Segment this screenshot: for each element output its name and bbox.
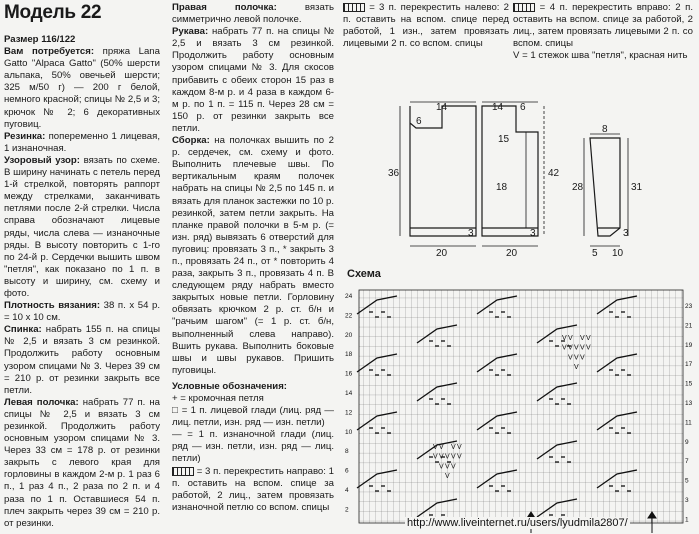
sleeve-right-label: 31 xyxy=(631,182,643,193)
legend-item: = 3 п. перекрестить налево: 2 п. оставить на вспом. спице перед работой, 1 изн., затем провязать лицевыми 2 п. со вспом. спицы xyxy=(343,2,509,50)
main-pattern-label: Узоровый узор: xyxy=(4,154,80,166)
heart-stitch: V xyxy=(433,444,438,451)
heart-stitch: V xyxy=(439,444,444,451)
rib-text: попеременно 1 лицевая, 1 изнаночная. xyxy=(4,130,160,154)
legend-item: = 4 п. перекрестить вправо: 2 п. оставить на вспом. спице за работой, 2 лиц., затем провязать лицевыми 2 п. со вспом. спицы xyxy=(513,2,693,50)
row-label-right: 5 xyxy=(685,477,689,485)
back-text: набрать 155 п. на спицы № 2,5 и вязать 3 см резинкой. Продолжить работу основным узором спицами № 3. Через 39 см = 210 р. от резинки закрыть все петли. xyxy=(4,324,161,396)
heart-stitch: V xyxy=(451,444,456,451)
materials-text: пряжа Lana Gatto "Alpaca Gatto" (50% шерсти альпака, 50% овечьей шерсти; 325 м/50 г) — 200 г белой, немного красной; спицы № 2,5 и 3; крючок № 2; 6 декоративных пуговиц. xyxy=(4,46,160,130)
front-armhole-label: 15 xyxy=(498,134,510,145)
sleeve-left-label: 28 xyxy=(572,182,584,193)
front-rib-label: 3 xyxy=(530,228,536,239)
legend-item: V = 1 стежок шва "петля", красная нить xyxy=(513,50,688,62)
front-height-label: 42 xyxy=(548,168,560,179)
row-label-right: 19 xyxy=(685,341,693,349)
heart-stitch: V xyxy=(586,344,591,352)
heart-stitch: V xyxy=(457,453,462,461)
heart-stitch: V xyxy=(445,473,450,481)
sleeve-rib-label: 3 xyxy=(623,228,629,239)
heart-stitch: V xyxy=(574,354,579,362)
row-label-left: 10 xyxy=(345,428,353,436)
heart-stitch: V xyxy=(457,444,462,451)
chart-grid xyxy=(359,290,683,523)
right-front-label: Правая полочка: xyxy=(172,2,277,13)
heart-stitch: V xyxy=(586,335,591,342)
row-label-right: 3 xyxy=(685,497,689,504)
legend-item: = 3 п. перекрестить направо: 1 п. оставить на вспом. спице за работой, 2 лиц., затем провязать изнаночной петлю со вспом. спицы xyxy=(172,465,334,513)
row-label-right: 7 xyxy=(685,458,689,466)
front-piece xyxy=(482,106,538,236)
legend-item: □ = 1 п. лицевой глади (лиц. ряд — лиц. петли, изн. ряд — изн. петли) xyxy=(172,405,334,429)
sleeves-text: набрать 77 п. на спицы № 2,5 и вязать 3 см резинкой. Продолжить работу основным узором спицами № 3. Для скосов прибавить с обеих сторон 15 раз в каждом 8-м р. и 4 раза в каждом 6-м р. по 1 п. = 115 п. Через 28 см = 150 р. от резинки закрыть все петли. xyxy=(172,26,334,134)
front-bottom-label: 20 xyxy=(506,248,518,259)
back-rib-label: 3 xyxy=(468,228,474,239)
back-top-label: 14 xyxy=(436,102,448,113)
legend-item: — = 1 п. изнаночной глади (лиц. ряд — изн. петли, изн. ряд — лиц. петли) xyxy=(172,429,334,465)
pattern-pieces xyxy=(340,98,699,263)
left-front-text: набрать 77 п. на спицы № 2,5 и вязать 3 см резинкой. Продолжить работу основным узором спицами № 3. Через 33 см = 178 р. от резинки закрыть с левого края для горловины в каждом 2-м р. 1 раз 6 п., 1 раз 4 п., 2 раза по 2 п. и 4 раза по 1 п. Оставшиеся 54 п. плеч закрыть через 39 см = 210 р. от резинки. xyxy=(4,396,160,529)
row-label-left: 12 xyxy=(345,409,353,417)
sleeves-label: Рукава: xyxy=(172,26,209,38)
row-label-right: 1 xyxy=(685,516,689,524)
column-a xyxy=(4,34,160,530)
schema-title: Схема xyxy=(347,268,381,280)
row-label-left: 8 xyxy=(345,448,349,456)
row-label-left: 6 xyxy=(345,467,349,475)
assembly-label: Сборка: xyxy=(172,135,210,147)
front-right-label: 6 xyxy=(520,102,526,113)
column-b xyxy=(172,2,334,514)
column-d xyxy=(513,2,693,62)
knitting-chart xyxy=(345,288,697,534)
row-label-left: 24 xyxy=(345,293,353,300)
heart-stitch: V xyxy=(445,453,450,461)
heart-stitch: V xyxy=(562,335,567,342)
heart-stitch: V xyxy=(568,344,573,352)
column-c xyxy=(343,2,509,50)
heart-stitch: V xyxy=(580,354,585,362)
row-label-right: 11 xyxy=(685,419,692,427)
heart-stitch: V xyxy=(451,453,456,461)
main-pattern-text: вязать по схеме. В ширину начинать с петель перед 1-й стрелкой, повторять раппорт между стрелками, заканчивать петлями после 2-й стрелки. Числа справа обозначают лицевые ряды, числа слева — изнаночные ряды. В высоту повторить с 1-го по 24-й р. Сердечки вышить швом "петля", как показано по 1 п. в высоту и ширину, см. схему и фото. xyxy=(4,154,160,299)
row-label-right: 9 xyxy=(685,438,689,446)
heart-stitch: V xyxy=(451,463,456,471)
density-text: 38 п. х 54 р. = 10 х 10 см. xyxy=(4,300,160,324)
heart-stitch: V xyxy=(574,344,579,352)
assembly-text: на полочках вышить по 2 р. сердечек, см. схему и фото. Выполнить плечевые швы. По вертикальным краям полочек набрать на спицы № 2,5 по 145 п. и вязать для планок застежки по 10 р. резинкой, затем петли закрыть. На планке правой полочки в 5-м р. (= изн. ряд) вывязать 6 отверстий для пуговиц: провязать 3 п., * закрыть 3 п., провязать 24 п., от * повторить 4 раза, закрыть 3 п., провязать 4 п. В следующем ряду набрать вместо закрытых новые петли. Горловину обвязать крючком 2 р. ст. б/н и "рачьим шагом" (= 1 р. ст. б/н, выполненный слева направо). Вшить рукава. Выполнить боковые швы и швы рукавов. Пришить пуговицы. xyxy=(172,135,334,376)
row-label-right: 23 xyxy=(685,303,693,310)
row-label-right: 13 xyxy=(685,400,693,407)
row-label-left: 18 xyxy=(345,351,353,359)
back-side-label: 6 xyxy=(416,116,422,127)
watermark: http://www.liveinternet.ru/users/lyudmila2807/ xyxy=(407,517,628,529)
heart-stitch: V xyxy=(580,335,585,342)
row-label-left: 22 xyxy=(345,312,353,320)
page-title: Модель 22 xyxy=(4,2,102,23)
cross-four-symbol xyxy=(513,3,535,12)
front-mid-label: 18 xyxy=(496,182,508,193)
heart-stitch: V xyxy=(580,344,585,352)
row-label-left: 2 xyxy=(345,506,349,514)
front-top-label: 14 xyxy=(492,102,504,113)
sleeve-bottom-b-label: 10 xyxy=(612,248,624,259)
back-bottom-label: 20 xyxy=(436,248,448,259)
rib-label: Резинка: xyxy=(4,130,46,142)
cross-right-symbol xyxy=(172,467,194,476)
row-label-left: 14 xyxy=(345,390,353,397)
heart-stitch: V xyxy=(445,463,450,471)
row-label-right: 15 xyxy=(685,380,693,388)
density-label: Плотность вязания: xyxy=(4,300,101,312)
heart-stitch: V xyxy=(568,335,573,342)
row-label-left: 20 xyxy=(345,331,353,339)
row-label-right: 17 xyxy=(685,361,693,369)
back-label: Спинка: xyxy=(4,324,42,336)
row-label-right: 21 xyxy=(685,322,693,330)
size-heading: Размер 116/122 xyxy=(4,34,76,45)
heart-stitch: V xyxy=(568,354,573,362)
sleeve-top-label: 8 xyxy=(602,124,608,135)
left-front-label: Левая полочка: xyxy=(4,396,79,408)
materials-label: Вам потребуется: xyxy=(4,46,95,58)
heart-stitch: V xyxy=(562,344,567,352)
heart-stitch: V xyxy=(439,453,444,461)
row-label-left: 16 xyxy=(345,370,353,378)
right-front-text: вязать симметрично левой полочке. xyxy=(172,2,334,26)
legend-item: + = кромочная петля xyxy=(172,393,264,404)
back-height-label: 36 xyxy=(388,168,400,179)
heart-stitch: V xyxy=(433,453,438,461)
heart-stitch: V xyxy=(574,364,579,372)
sleeve-bottom-a-label: 5 xyxy=(592,248,598,259)
sleeve-piece xyxy=(590,138,620,236)
row-label-left: 4 xyxy=(345,487,349,494)
legend-title: Условные обозначения: xyxy=(172,380,287,392)
cross-left-symbol xyxy=(343,3,365,12)
heart-stitch: V xyxy=(439,463,444,471)
